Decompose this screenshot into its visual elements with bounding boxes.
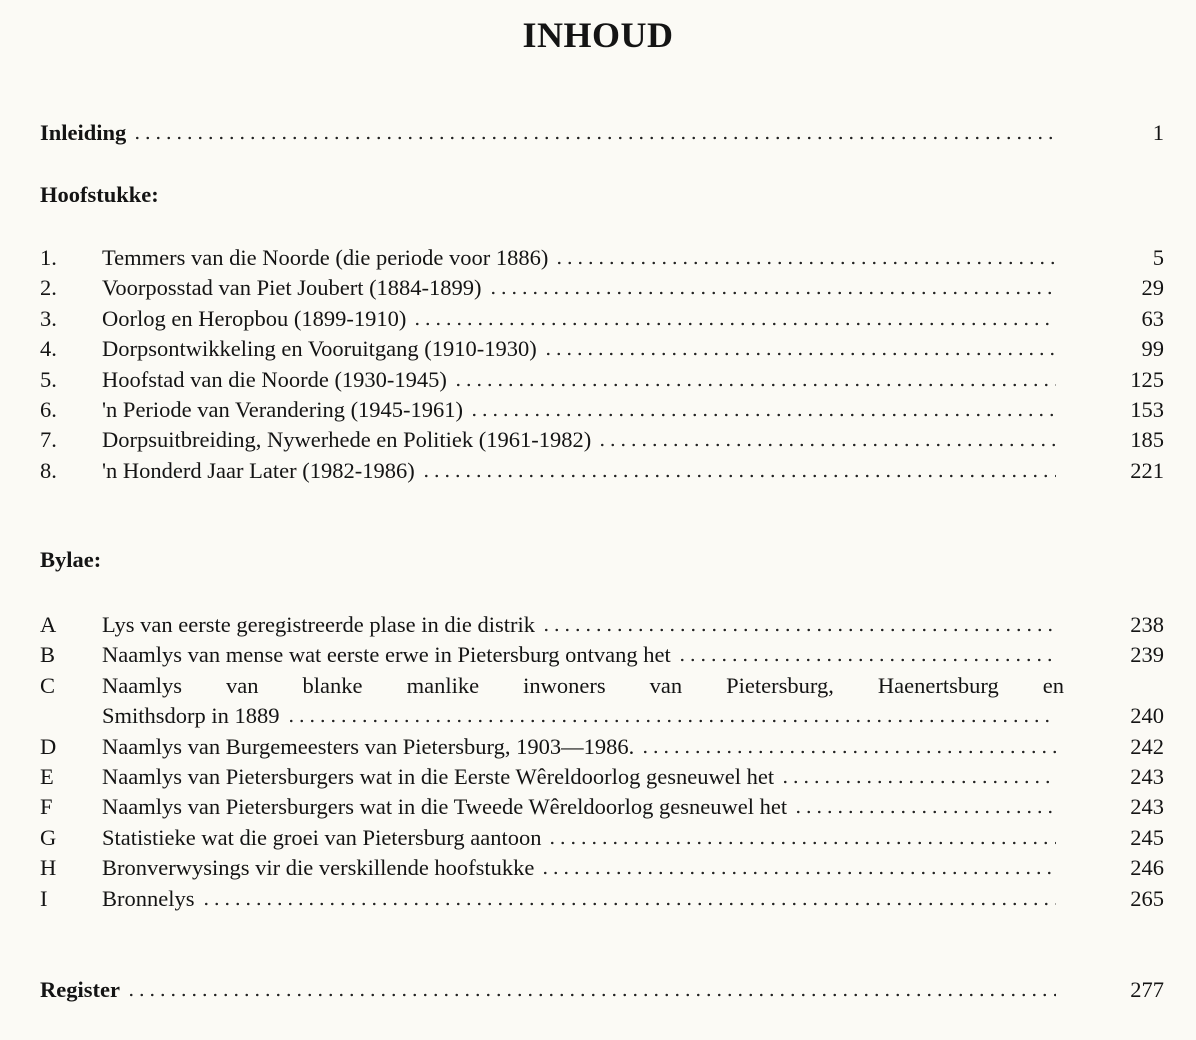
entry-number: 8. [40, 457, 57, 483]
entry-page: 240 [1130, 703, 1164, 729]
dot-leader [793, 810, 1056, 814]
toc-entry[interactable] [40, 456, 1164, 486]
dot-leader [547, 841, 1056, 845]
entry-title: Voorposstad van Piet Joubert (1884-1899) [102, 275, 482, 301]
entry-number: H [40, 855, 57, 881]
entry-title: Hoofstad van die Noorde (1930-1945) [102, 366, 447, 392]
entry-title: 'n Honderd Jaar Later (1982-1986) [102, 457, 415, 483]
entry-number: 4. [40, 336, 57, 362]
toc-entry[interactable] [40, 273, 1164, 303]
entry-page: 239 [1130, 642, 1164, 668]
toc-entry[interactable] [40, 823, 1164, 853]
entry-page: 265 [1130, 885, 1164, 911]
dot-leader [677, 658, 1056, 662]
entry-page: 29 [1141, 275, 1164, 301]
entry-page: 221 [1130, 457, 1164, 483]
toc-entry[interactable] [40, 884, 1164, 914]
entry-title: Naamlys van Pietersburgers wat in die Tweede Wêreldoorlog gesneuwel het [102, 794, 788, 820]
entry-page: 5 [1152, 245, 1164, 270]
entry-page: 238 [1130, 612, 1164, 637]
dot-leader [488, 291, 1056, 295]
toc-entry[interactable] [40, 671, 1164, 701]
toc-entry[interactable] [40, 640, 1164, 670]
entry-title: Inleiding [40, 120, 127, 145]
toc-entry[interactable] [40, 334, 1164, 364]
entry-number: 1. [40, 245, 57, 270]
dot-leader [469, 413, 1056, 417]
entry-number: B [40, 642, 56, 668]
toc-entry[interactable] [40, 610, 1164, 640]
entry-page: 63 [1141, 305, 1164, 331]
section-heading-hoofstukke: Hoofstukke: [40, 182, 159, 207]
entry-page: 277 [1130, 977, 1164, 1002]
dot-leader [126, 993, 1056, 997]
entry-number: I [40, 885, 48, 911]
entry-title: Naamlys van Burgemeesters van Pietersburg, 1903—1986. [102, 733, 635, 759]
entry-title: Naamlys van mense wat eerste erwe in Pietersburg ontvang het [102, 642, 671, 668]
entry-number: G [40, 824, 57, 850]
dot-leader [453, 383, 1056, 387]
entry-page: 125 [1130, 366, 1164, 392]
entry-number: F [40, 794, 53, 820]
toc-entry[interactable] [40, 395, 1164, 425]
toc-entry[interactable] [40, 762, 1164, 792]
dot-leader [540, 871, 1056, 875]
toc-entry[interactable] [40, 365, 1164, 395]
dot-leader [597, 443, 1056, 447]
dot-leader [286, 719, 1056, 723]
entry-title: Register [40, 977, 120, 1002]
entry-title: Naamlys van blanke manlike inwoners van Pietersburg, Haenertsburg en [102, 672, 1064, 698]
entry-page: 246 [1130, 855, 1164, 881]
dot-leader [201, 902, 1057, 906]
entry-page: 243 [1130, 764, 1164, 789]
entry-page: 99 [1141, 336, 1164, 362]
dot-leader [421, 474, 1056, 478]
entry-number: D [40, 733, 57, 759]
entry-title: Statistieke wat die groei van Pietersburg aantoon [102, 824, 542, 850]
dot-leader [543, 352, 1056, 356]
dot-leader [780, 780, 1056, 784]
entry-title: Temmers van die Noorde (die periode voor 1886) [102, 245, 549, 270]
entry-number: 2. [40, 275, 57, 301]
toc-entry[interactable] [40, 243, 1164, 273]
dot-leader [640, 750, 1056, 754]
section-heading-bylae: Bylae: [40, 547, 102, 572]
entry-page: 1 [1152, 120, 1164, 145]
toc-entry[interactable] [40, 732, 1164, 762]
entry-title: Lys van eerste geregistreerde plase in die distrik [102, 612, 535, 637]
entry-title: Dorpsontwikkeling en Vooruitgang (1910-1930) [102, 336, 537, 362]
entry-number: 3. [40, 305, 57, 331]
toc-entry-inleiding[interactable] [40, 118, 1164, 148]
entry-title: Oorlog en Heropbou (1899-1910) [102, 305, 407, 331]
dot-leader [412, 322, 1056, 326]
entry-number: 6. [40, 397, 57, 422]
entry-page: 242 [1130, 733, 1164, 759]
entry-page: 243 [1130, 794, 1164, 820]
toc-entry[interactable] [40, 701, 1164, 731]
entry-number: 5. [40, 366, 57, 392]
entry-page: 245 [1130, 824, 1164, 850]
toc-entry[interactable] [40, 425, 1164, 455]
toc-entry[interactable] [40, 853, 1164, 883]
entry-title: 'n Periode van Verandering (1945-1961) [102, 397, 464, 422]
dot-leader [541, 628, 1056, 632]
toc-entry[interactable] [40, 304, 1164, 334]
toc-entry[interactable] [40, 792, 1164, 822]
entry-number: A [40, 612, 57, 637]
entry-title: Smithsdorp in 1889 [102, 703, 280, 729]
dot-leader [132, 136, 1056, 140]
entry-title: Bronverwysings vir die verskillende hoofstukke [102, 855, 535, 881]
entry-title: Bronnelys [102, 885, 195, 911]
page-title: INHOUD [522, 15, 674, 55]
entry-title: Dorpsuitbreiding, Nywerhede en Politiek (1961-1982) [102, 427, 592, 453]
entry-number: 7. [40, 427, 57, 453]
dot-leader [554, 261, 1056, 265]
entry-number: E [40, 764, 54, 789]
entry-page: 185 [1130, 427, 1164, 453]
toc-entry-register[interactable] [40, 975, 1164, 1005]
entry-number: C [40, 672, 56, 698]
entry-page: 153 [1130, 397, 1164, 422]
entry-title: Naamlys van Pietersburgers wat in die Eerste Wêreldoorlog gesneuwel het [102, 764, 775, 789]
